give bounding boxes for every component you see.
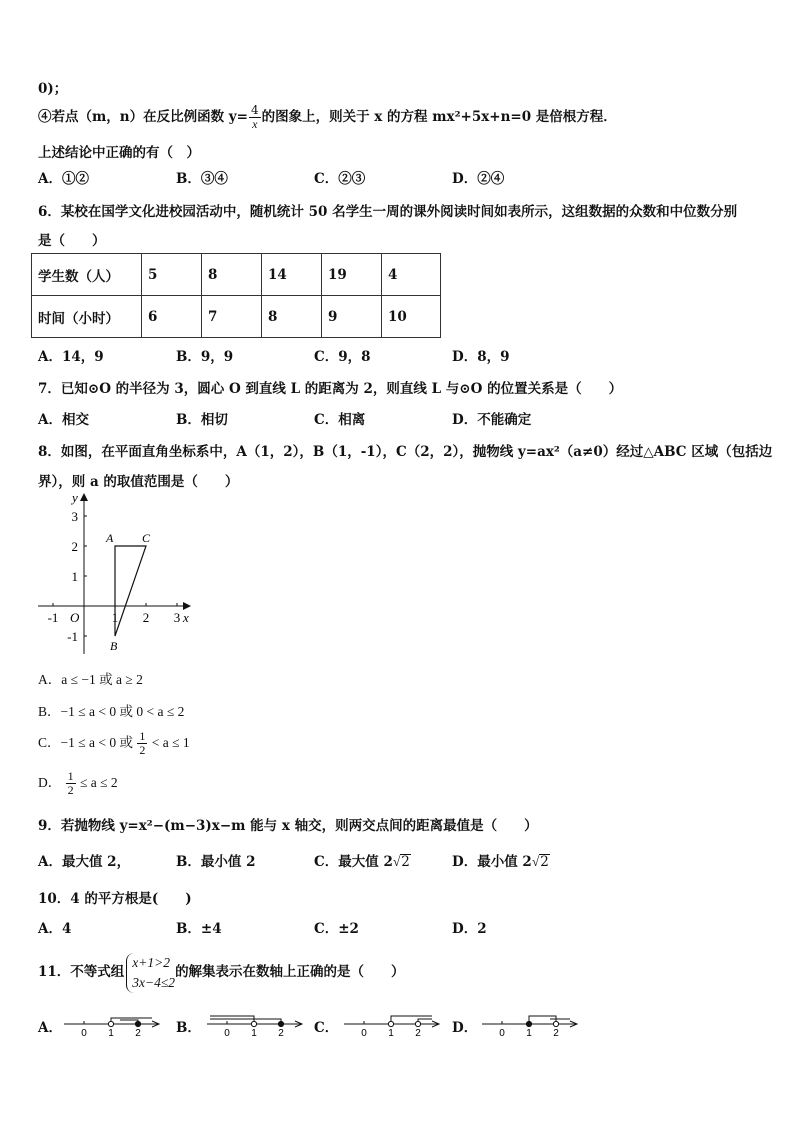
tick-label: 2	[278, 1028, 284, 1039]
q5-stem: 上述结论中正确的有（ ）	[38, 145, 200, 161]
q9-option-b[interactable]: B．最小值 2	[176, 854, 256, 870]
range-bracket	[391, 1016, 432, 1024]
q7-option-a[interactable]: A．相交	[38, 412, 89, 428]
table-cell: 7	[202, 296, 262, 338]
q10-option-d[interactable]: D．2	[452, 921, 487, 937]
q8-stem-line1: 8．如图，在平面直角坐标系中，A（1，2），B（1，-1），C（2，2），抛物线 y=ax²（a≠0）经过△ABC 区域（包括边	[38, 444, 773, 460]
x-tick-label: 3	[173, 610, 181, 625]
point-label-b: B	[110, 639, 118, 653]
q8-option-d-post: ≤ a ≤ 2	[80, 775, 118, 790]
inequality-2: 3x−4≤2	[132, 974, 176, 990]
q9-stem: 9．若抛物线 y=x²−(m−3)x−m 能与 x 轴交，则两交点间的距离最值是（ ）	[38, 818, 538, 834]
y-tick-label: 2	[71, 539, 78, 554]
q8-coordinate-graph	[30, 490, 205, 660]
y-tick-label: -1	[67, 629, 78, 644]
q6-option-c[interactable]: C．9，8	[314, 349, 371, 365]
q6-option-b[interactable]: B．9，9	[176, 349, 234, 365]
x-tick-label: 2	[142, 610, 150, 625]
q5-option-c[interactable]: C．②③	[314, 171, 366, 187]
q6-data-table	[31, 253, 441, 338]
tick-label: 1	[388, 1028, 394, 1039]
open-dot	[251, 1021, 256, 1026]
point-label-c: C	[142, 531, 151, 545]
tick-label: 0	[499, 1028, 505, 1039]
statement-4-pre: ④若点（m，n）在反比例函数 y=	[38, 109, 248, 125]
table-cell: 14	[262, 254, 322, 296]
statement-4-post: 的图象上，则关于 x 的方程 mx²+5x+n=0 是倍根方程．	[261, 109, 617, 125]
q5-option-b[interactable]: B．③④	[176, 171, 228, 187]
table-cell: 5	[142, 254, 202, 296]
table-cell: 4	[382, 254, 441, 296]
y-axis-label: y	[72, 490, 78, 505]
tick-label: 2	[415, 1028, 421, 1039]
table-cell: 19	[322, 254, 382, 296]
open-dot	[388, 1021, 393, 1026]
q11-number-line-d[interactable]	[480, 1008, 580, 1040]
q9-option-a[interactable]: A．最大值 2，	[38, 854, 131, 870]
q8-option-b[interactable]: B．−1 ≤ a < 0 或 0 < a ≤ 2	[38, 704, 185, 719]
q8-option-c[interactable]	[38, 730, 190, 757]
inequality-1: x+1>2	[132, 954, 171, 970]
origin-label: O	[70, 610, 80, 625]
table-cell: 10	[382, 296, 441, 338]
table-cell: 8	[262, 296, 322, 338]
tick-label: 0	[81, 1028, 87, 1039]
table-cell: 时间（小时）	[32, 296, 142, 338]
x-tick-label: -1	[47, 610, 59, 625]
table-cell: 8	[202, 254, 262, 296]
q8-option-c-post: < a ≤ 1	[151, 735, 190, 750]
q11-stem-pre: 11．不等式组	[38, 964, 125, 980]
q6-option-a[interactable]: A．14，9	[38, 349, 104, 365]
q11-option-a-label[interactable]: A．	[38, 1020, 62, 1036]
q6-option-d[interactable]: D．8，9	[452, 349, 510, 365]
range-bracket	[111, 1018, 152, 1024]
tick-label: 2	[553, 1028, 559, 1039]
q11-number-line-c[interactable]	[342, 1008, 442, 1040]
q5-option-d[interactable]: D．②④	[452, 171, 505, 187]
q5-option-a[interactable]: A．①②	[38, 171, 89, 187]
range-bracket	[210, 1019, 281, 1024]
y-tick-label: 1	[71, 569, 78, 584]
continuation-text: 0)；	[38, 81, 68, 97]
sqrt-radicand: 2	[401, 854, 410, 870]
q10-option-b[interactable]: B．±4	[176, 921, 222, 937]
q8-option-d[interactable]	[38, 770, 118, 797]
q11-number-line-b[interactable]	[205, 1008, 305, 1040]
open-dot	[553, 1021, 558, 1026]
q9-option-d[interactable]: D．最小值 2√2	[452, 854, 549, 870]
q8-option-d-pre: D．	[38, 775, 62, 790]
q11-number-line-a[interactable]	[62, 1008, 162, 1040]
closed-dot	[278, 1021, 283, 1026]
tick-label: 0	[361, 1028, 367, 1039]
q7-option-c[interactable]: C．相离	[314, 412, 366, 428]
q10-stem: 10．4 的平方根是( )	[38, 891, 192, 907]
fraction-4-over-x: $\frac{4}{x}$	[250, 103, 259, 131]
q8-stem-line2: 界），则 a 的取值范围是（ ）	[38, 474, 239, 490]
range-bracket	[210, 1016, 254, 1024]
table-cell: 6	[142, 296, 202, 338]
open-dot	[415, 1021, 420, 1026]
q11-stem	[38, 950, 405, 994]
table-cell: 学生数（人）	[32, 254, 142, 296]
q7-option-d[interactable]: D．不能确定	[452, 412, 532, 428]
open-dot	[108, 1021, 113, 1026]
table-row	[32, 296, 441, 338]
q11-option-d-label[interactable]: D．	[452, 1020, 478, 1036]
q7-stem: 7．已知⊙O 的半径为 3，圆心 O 到直线 L 的距离为 2，则直线 L 与⊙O 的位置关系是（ ）	[38, 381, 623, 397]
triangle-abc	[115, 546, 146, 636]
closed-dot	[135, 1021, 140, 1026]
tick-label: 1	[251, 1028, 257, 1039]
tick-label: 2	[135, 1028, 141, 1039]
x-tick-label: 1	[111, 610, 119, 625]
q8-option-c-pre: C．−1 ≤ a < 0 或	[38, 735, 134, 750]
q11-option-b-label[interactable]: B．	[176, 1020, 201, 1036]
q10-option-a[interactable]: A．4	[38, 921, 72, 937]
tick-label: 1	[108, 1028, 114, 1039]
table-cell: 9	[322, 296, 382, 338]
q11-option-c-label[interactable]: C．	[314, 1020, 339, 1036]
closed-dot	[526, 1021, 531, 1026]
q6-stem-line2: 是（ ）	[38, 233, 106, 249]
tick-label: 1	[526, 1028, 532, 1039]
q8-option-a[interactable]: A．a ≤ −1 或 a ≥ 2	[38, 672, 143, 687]
point-label-a: A	[106, 531, 114, 545]
q11-stem-post: 的解集表示在数轴上正确的是（ ）	[175, 964, 405, 980]
statement-4	[38, 104, 617, 131]
q9-option-c[interactable]: C．最大值 2√2	[314, 854, 410, 870]
inequality-system	[126, 953, 175, 993]
tick-label: 0	[224, 1028, 230, 1039]
fraction-one-half: $\frac{1}{2}$	[139, 729, 146, 758]
q7-option-b[interactable]: B．相切	[176, 412, 228, 428]
sqrt-radicand: 2	[540, 854, 549, 870]
range-bracket	[529, 1016, 556, 1024]
q10-option-c[interactable]: C．±2	[314, 921, 359, 937]
x-axis-label: x	[183, 610, 189, 625]
y-tick-label: 3	[71, 509, 78, 524]
fraction-one-half: $\frac{1}{2}$	[67, 769, 74, 798]
table-row	[32, 254, 441, 296]
q6-stem-line1: 6．某校在国学文化进校园活动中，随机统计 50 名学生一周的课外阅读时间如表所示，这组数据的众数和中位数分别	[38, 204, 738, 220]
